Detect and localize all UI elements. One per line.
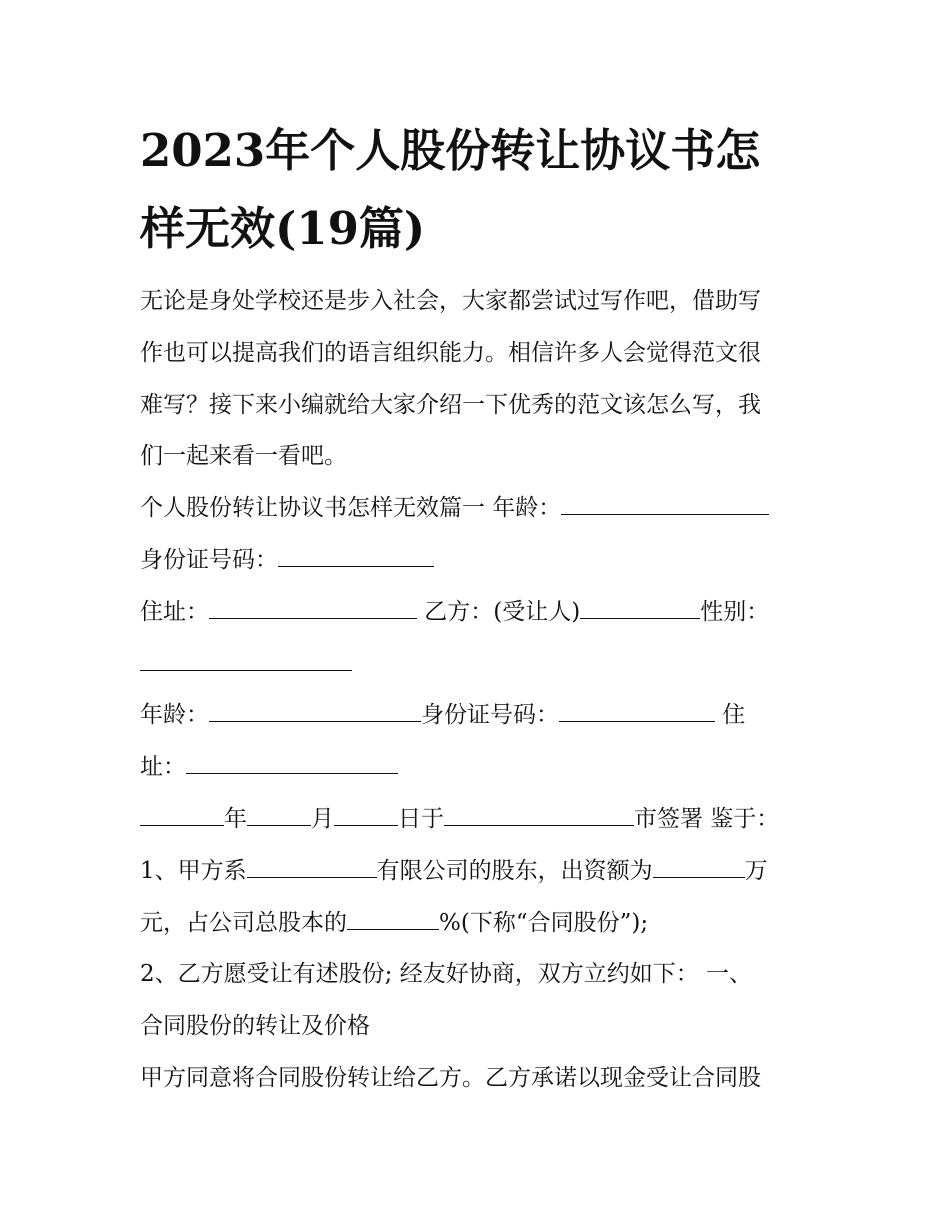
text-segment: 住址： (140, 598, 209, 625)
paragraph-line (140, 690, 830, 742)
blank-field (209, 600, 417, 619)
paragraph-line (140, 846, 830, 898)
paragraph-line: 难写？接下来小编就给大家介绍一下优秀的范文该怎么写，我 (140, 391, 761, 418)
text-segment: 月 (311, 805, 334, 832)
paragraph-line (140, 587, 830, 639)
text-segment: 乙方：(受让人) (417, 598, 581, 625)
title-line: 2023年个人股份转让协议书怎 (140, 124, 761, 177)
text-segment: 址： (140, 754, 186, 781)
paragraph-line (140, 898, 830, 950)
text-segment: 身份证号码： (421, 702, 559, 729)
blank-field (140, 807, 224, 826)
blank-field (653, 859, 745, 878)
text-segment: 年 (224, 805, 247, 832)
document-title (140, 112, 830, 268)
paragraph-line: 合同股份的转让及价格 (140, 1013, 370, 1040)
text-segment: 日于 (398, 805, 444, 832)
text-segment: 性别： (700, 598, 770, 625)
text-segment: 住 (715, 702, 746, 729)
paragraph-line (140, 483, 830, 535)
blank-field (278, 548, 434, 567)
blank-field (209, 703, 421, 722)
text-segment: %(下称“合同股份”); (439, 909, 649, 936)
blank-field (186, 755, 398, 774)
paragraph-line (140, 794, 830, 846)
title-line: 样无效(19篇) (140, 202, 426, 255)
text-segment: 市签署 鉴于： (634, 805, 780, 832)
document-body (140, 276, 830, 1105)
blank-field (444, 807, 634, 826)
text-segment: 年龄： (140, 702, 209, 729)
text-segment: 万 (744, 857, 768, 884)
text-segment: 身份证号码： (140, 546, 278, 573)
paragraph-line (140, 639, 830, 691)
paragraph-line: 2、乙方愿受让有述股份; 经友好协商，双方立约如下： 一、 (140, 961, 753, 988)
text-segment: 个人股份转让协议书怎样无效篇一 年龄： (140, 495, 562, 522)
paragraph-line (140, 742, 830, 794)
blank-field (334, 807, 398, 826)
paragraph-line: 作也可以提高我们的语言组织能力。相信许多人会觉得范文很 (140, 339, 761, 366)
paragraph-line: 甲方同意将合同股份转让给乙方。乙方承诺以现金受让合同股 (140, 1064, 761, 1091)
text-segment: 元，占公司总股本的 (140, 909, 347, 936)
blank-field (140, 652, 352, 671)
paragraph-line: 们一起来看一看吧。 (140, 443, 347, 470)
blank-field (247, 807, 311, 826)
blank-field (347, 911, 439, 930)
blank-field (247, 859, 377, 878)
paragraph-line: 无论是身处学校还是步入社会，大家都尝试过写作吧，借助写 (140, 288, 761, 314)
text-segment: 有限公司的股东，出资额为 (376, 857, 653, 884)
text-segment: 1、甲方系 (140, 857, 247, 884)
paragraph-line (140, 535, 830, 587)
blank-field (561, 496, 769, 515)
blank-field (559, 703, 715, 722)
blank-field (580, 600, 700, 619)
